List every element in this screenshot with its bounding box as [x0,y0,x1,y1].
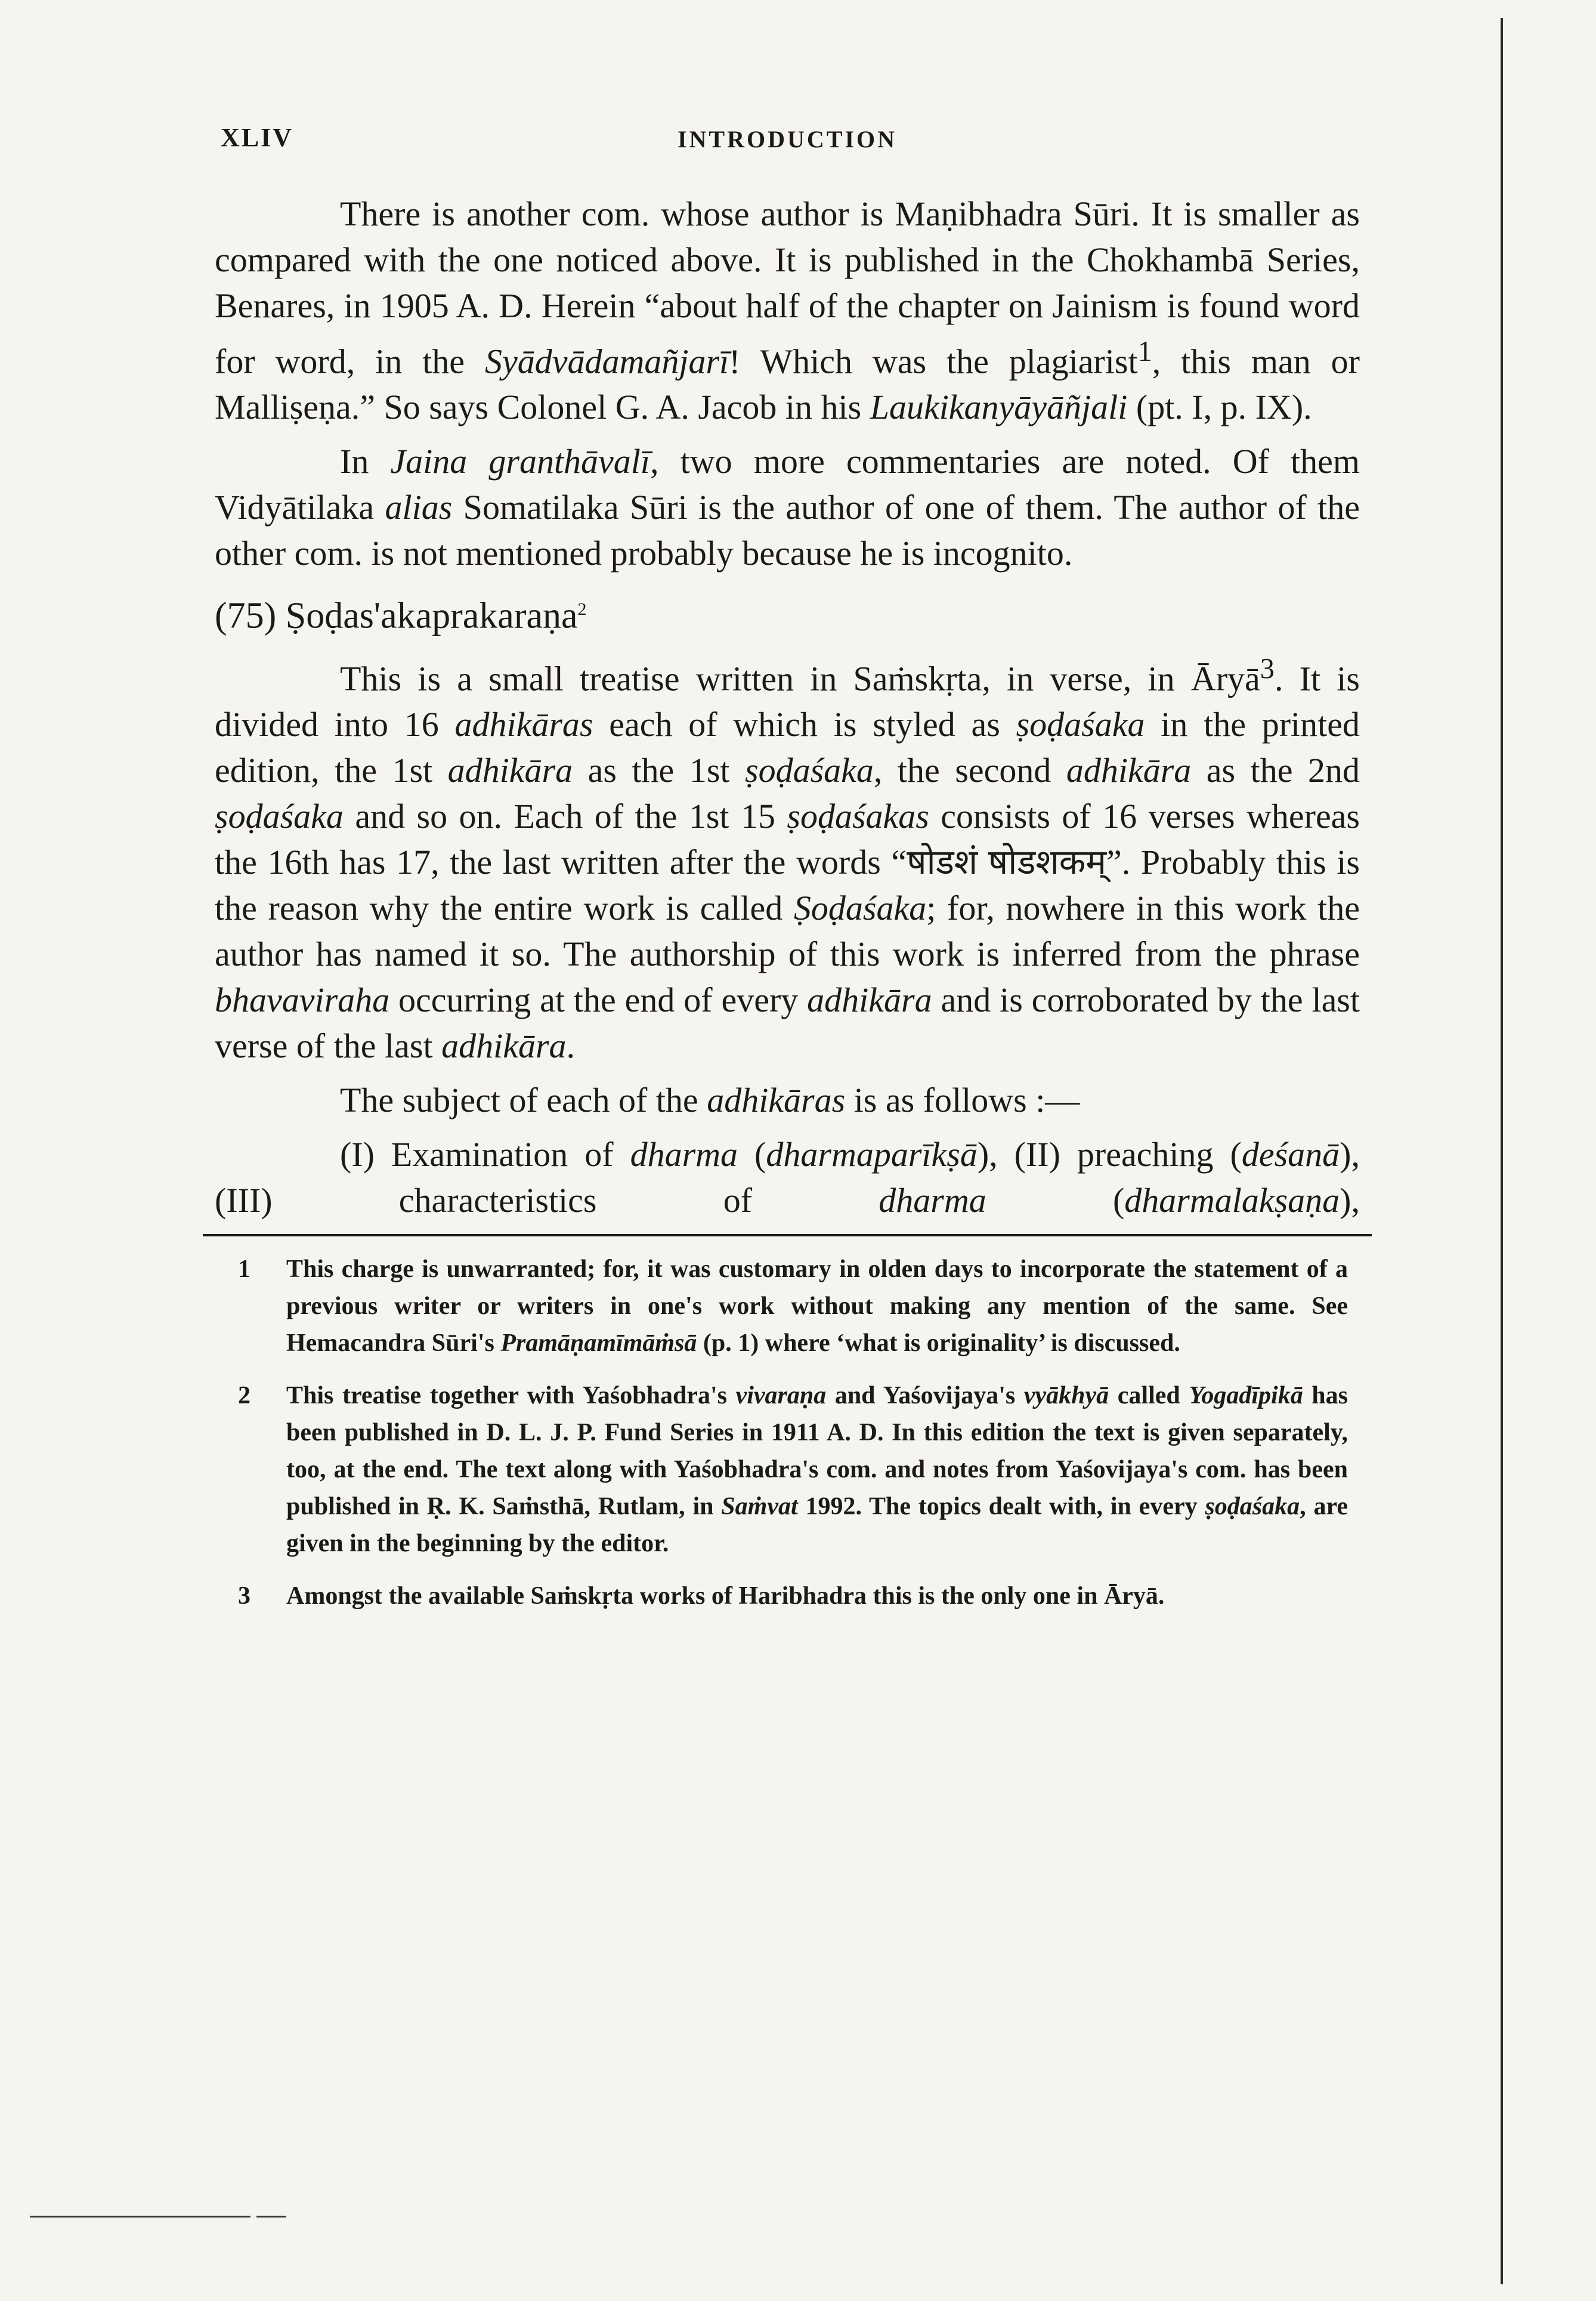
text-run: , the second [873,751,1066,790]
italic-word: dharma [879,1181,986,1220]
footnote-number: 3 [238,1582,250,1610]
text-run: and is corroborated by the last verse of the last [215,981,1360,1066]
text-run: ( [986,1181,1125,1220]
page [215,113,1360,2141]
italic-title: Jaina granthāvalī [390,442,651,481]
footnote-text [286,1377,1360,1562]
italic-word: Saṁvat [721,1493,798,1521]
footnote-number: 2 [238,1382,250,1410]
italic-word: ṣoḍaśaka [1016,705,1145,744]
italic-word: deśanā [1241,1135,1340,1174]
text-run: The subject of each of the [340,1081,707,1120]
running-header [215,113,1360,179]
italic-title: Pramāṇamīmāṁsā [500,1329,697,1357]
running-title: INTRODUCTION [677,126,898,153]
paragraph-subjects-intro [215,1077,1360,1123]
footnote-number: 1 [238,1255,250,1284]
text-run: This charge is unwarranted; for, it was customary in olden days to incorporate the statement of a previous writer or writers in one's work without making any mention of the same. See Hemacandra Sūri's [286,1255,1348,1357]
italic-word: ṣoḍaśaka [745,751,874,790]
footnotes [215,1251,1360,1615]
section-heading [215,584,1360,641]
italic-title: Yogadīpikā [1189,1382,1303,1410]
text-run: in the printed edition, the 1st [215,705,1360,790]
italic-word: adhikāra [441,1026,567,1066]
text-run: ( [738,1135,766,1174]
text-run: (p. 1) where ‘what is originality’ is discussed. [697,1329,1180,1357]
text-run: . It is divided into 16 [215,659,1360,744]
margin-mark [30,2216,250,2218]
text-run: (I) Examination of [340,1135,630,1174]
text-run: and so on. Each of the 1st 15 [343,797,787,836]
text-run: ), (III) characteristics of [215,1135,1360,1220]
footnote [215,1251,1360,1362]
text-run: ! Which was the plagiarist [729,342,1138,381]
text-run: , this man or Malliṣeṇa.” So says Colonel G. A. Jacob in his [215,342,1360,427]
paragraph-manibhadra [215,191,1360,430]
text-run: called [1109,1382,1189,1410]
italic-word: vyākhyā [1023,1382,1109,1410]
text-run: and Yaśovijaya's [826,1382,1024,1410]
italic-word: dharma [630,1135,738,1174]
italic-word: adhikāra [447,751,573,790]
footnote-ref: 2 [577,599,587,620]
section-heading-text: (75) Ṣoḍas'akaprakaraṇa [215,595,578,636]
page-number: XLIV [221,123,294,152]
text-run: Amongst the available Saṁskṛta works of Haribhadra this is the only one in Āryā. [286,1582,1165,1610]
paragraph-subjects-list [215,1131,1360,1223]
text-run: 1992. The topics dealt with, in every [797,1493,1205,1521]
footnote-ref: 1 [1137,336,1152,367]
italic-word: dharmalakṣaṇa [1124,1181,1340,1220]
text-run: ; for, nowhere in this work the author has named it so. The authorship of this work is inferred from the phrase [215,889,1360,974]
italic-word: dharmaparīkṣā [766,1135,978,1174]
text-run: has been published in D. L. J. P. Fund Series in 1911 A. D. In this edition the text is given separately, too, at the end. The text along with Yaśobhadra's com. and notes from Yaśovijaya's com. has been published in Ṛ. K. Saṁsthā, Rutlam, in [286,1382,1348,1521]
text-run: This treatise together with Yaśobhadra's [286,1382,736,1410]
italic-word: adhikāras [707,1081,846,1120]
italic-word: adhikāras [454,705,593,744]
text-run: is as follows :— [845,1081,1080,1120]
text-run: consists of 16 verses whereas the 16th has 17, the last written after the words “षोडशं षोडशकम्”. Probably this is the reason why the entire work is called [215,797,1360,928]
paragraph-sodasaka [215,646,1360,1069]
footnote [215,1377,1360,1562]
footnote-ref: 3 [1260,652,1275,685]
italic-word: adhikāra [1066,751,1192,790]
text-run: There is another com. whose author is Maṇibhadra Sūri. It is smaller as compared with the one noticed above. It is published in the Chokhambā Series, Benares, in 1905 A. D. Herein “about half of the chapter on Jainism is found word for word, in the [215,194,1360,381]
text-run: ), [1340,1181,1360,1220]
italic-word: adhikāra [807,981,932,1020]
page-edge-line [1501,18,1503,2284]
text-run: Somatilaka Sūri is the author of one of them. The author of the other com. is not mentioned probably because he is incognito. [215,488,1360,573]
text-run: each of which is styled as [593,705,1016,744]
margin-mark-short [256,2216,286,2218]
text-run: This is a small treatise written in Saṁskṛta, in verse, in Āryā [340,659,1260,698]
footnote [215,1578,1360,1615]
italic-title: Syādvādamañjarī [484,342,729,381]
paragraph-jaina-granthavali [215,438,1360,576]
text-run: , two more commentaries are noted. Of them Vidyātilaka [215,442,1360,527]
italic-title: Laukikanyāyāñjali [870,388,1128,427]
italic-word: bhavaviraha [215,981,390,1020]
text-run: as the 2nd [1191,751,1360,790]
text-run: occurring at the end of every [389,981,808,1020]
italic-word: ṣoḍaśakas [787,797,929,836]
text-run: In [340,442,391,481]
italic-word: ṣoḍaśaka [1205,1493,1300,1521]
text-run: (pt. I, p. IX). [1127,388,1312,427]
text-run: , are given in the beginning by the editor. [286,1493,1348,1558]
footnote-rule [203,1234,1372,1236]
italic-word: Ṣoḍaśaka [793,889,927,928]
text-run: ), (II) preaching ( [977,1135,1242,1174]
main-text [215,191,1360,1223]
text-run: as the 1st [573,751,746,790]
footnote-text [286,1251,1360,1362]
italic-word: vivaraṇa [735,1382,827,1410]
italic-word: alias [385,488,453,527]
footnote-text [286,1578,1360,1615]
text-run: . [566,1026,576,1066]
italic-word: ṣoḍaśaka [215,797,344,836]
